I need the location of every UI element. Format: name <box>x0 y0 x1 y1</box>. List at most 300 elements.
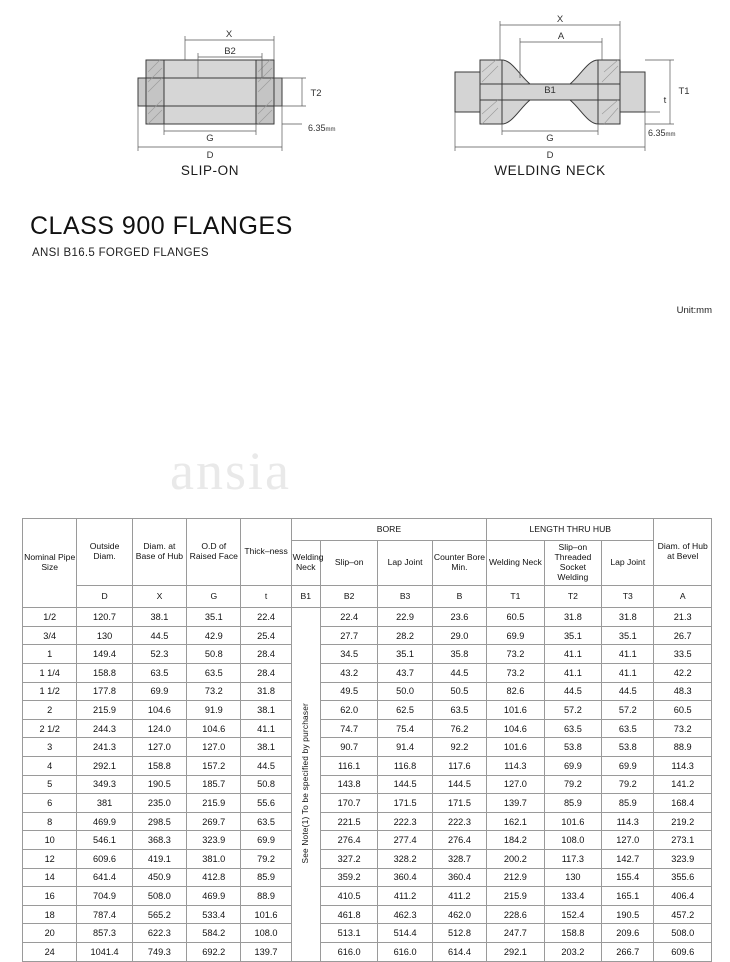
cell: 127.0 <box>487 775 544 794</box>
cell: 63.5 <box>241 812 291 831</box>
cell: 35.1 <box>187 608 241 627</box>
welding-neck-caption: WELDING NECK <box>494 163 606 178</box>
cell: 157.2 <box>187 757 241 776</box>
cell: 171.5 <box>432 794 486 813</box>
cell: 381.0 <box>187 850 241 869</box>
cell: 27.7 <box>320 626 377 645</box>
cell: 82.6 <box>487 682 544 701</box>
svg-text:T2: T2 <box>310 88 322 99</box>
cell: 44.5 <box>132 626 186 645</box>
table-row <box>23 608 712 627</box>
cell: 25.4 <box>241 626 291 645</box>
cell: 79.2 <box>241 850 291 869</box>
col-lth-welding-neck: Welding Neck <box>487 541 544 586</box>
cell: 162.1 <box>487 812 544 831</box>
cell: 114.3 <box>602 812 654 831</box>
cell: 513.1 <box>320 924 377 943</box>
sym-lth-slip-on-threaded: T2 <box>544 585 601 607</box>
b1-note-cell <box>291 608 320 961</box>
cell: 44.5 <box>241 757 291 776</box>
cell: 142.7 <box>602 850 654 869</box>
cell: 1 <box>23 645 77 664</box>
cell: 641.4 <box>77 868 132 887</box>
cell: 50.8 <box>187 645 241 664</box>
cell: 90.7 <box>320 738 377 757</box>
cell: 117.3 <box>544 850 601 869</box>
cell: 144.5 <box>432 775 486 794</box>
cell: 50.5 <box>432 682 486 701</box>
cell: 38.1 <box>241 738 291 757</box>
slip-on-caption: SLIP-ON <box>180 163 240 178</box>
cell: 2 1/2 <box>23 719 77 738</box>
cell: 120.7 <box>77 608 132 627</box>
table-row <box>23 924 712 943</box>
table-row <box>23 664 712 683</box>
cell: 101.6 <box>487 701 544 720</box>
cell: 88.9 <box>241 887 291 906</box>
cell: 158.8 <box>77 664 132 683</box>
cell: 469.9 <box>187 887 241 906</box>
svg-text:X: X <box>556 14 564 25</box>
cell: 469.9 <box>77 812 132 831</box>
col-thickness: Thick–ness <box>241 519 291 586</box>
cell: 130 <box>77 626 132 645</box>
cell: 1 1/4 <box>23 664 77 683</box>
cell: 104.6 <box>487 719 544 738</box>
cell: 616.0 <box>378 942 432 961</box>
cell: 247.7 <box>487 924 544 943</box>
cell: 88.9 <box>654 738 712 757</box>
cell: 514.4 <box>378 924 432 943</box>
cell: 23.6 <box>432 608 486 627</box>
cell: 91.9 <box>187 701 241 720</box>
cell: 190.5 <box>602 905 654 924</box>
cell: 450.9 <box>132 868 186 887</box>
cell: 381 <box>77 794 132 813</box>
cell: 69.9 <box>241 831 291 850</box>
cell: 57.2 <box>544 701 601 720</box>
cell: 22.4 <box>241 608 291 627</box>
cell: 323.9 <box>187 831 241 850</box>
cell: 546.1 <box>77 831 132 850</box>
group-header-bore: BORE <box>291 519 487 541</box>
cell: 53.8 <box>544 738 601 757</box>
cell: 91.4 <box>378 738 432 757</box>
cell: 35.1 <box>544 626 601 645</box>
cell: 63.5 <box>602 719 654 738</box>
col-bore-lap-joint: Lap Joint <box>378 541 432 586</box>
col-nominal-pipe-size: Nominal Pipe Size <box>23 519 77 608</box>
table-row <box>23 757 712 776</box>
cell: 21.3 <box>654 608 712 627</box>
cell: 127.0 <box>187 738 241 757</box>
cell: 63.5 <box>187 664 241 683</box>
cell: 419.1 <box>132 850 186 869</box>
flange-dimensions-table-wrap <box>22 518 712 962</box>
col-diam-hub-bevel: Diam. of Hub at Bevel <box>654 519 712 586</box>
table-row <box>23 645 712 664</box>
table-row <box>23 738 712 757</box>
cell: 168.4 <box>654 794 712 813</box>
cell: 512.8 <box>432 924 486 943</box>
cell: 85.9 <box>602 794 654 813</box>
cell: 8 <box>23 812 77 831</box>
cell: 79.2 <box>602 775 654 794</box>
sym-od-raised-face: G <box>187 585 241 607</box>
cell: 616.0 <box>320 942 377 961</box>
sym-bore-lap-joint: B3 <box>378 585 432 607</box>
cell: 41.1 <box>544 664 601 683</box>
cell: 16 <box>23 887 77 906</box>
cell: 323.9 <box>654 850 712 869</box>
cell: 75.4 <box>378 719 432 738</box>
welding-neck-diagram <box>380 0 720 200</box>
cell: 101.6 <box>487 738 544 757</box>
cell: 704.9 <box>77 887 132 906</box>
cell: 28.4 <box>241 645 291 664</box>
sym-bore-slip-on: B2 <box>320 585 377 607</box>
cell: 462.3 <box>378 905 432 924</box>
cell: 360.4 <box>432 868 486 887</box>
cell: 461.8 <box>320 905 377 924</box>
unit-note: Unit:mm <box>676 305 712 316</box>
cell: 44.5 <box>544 682 601 701</box>
cell: 116.8 <box>378 757 432 776</box>
svg-text:T1: T1 <box>678 86 690 97</box>
cell: 12 <box>23 850 77 869</box>
slip-on-diagram <box>40 0 380 200</box>
table-row <box>23 812 712 831</box>
cell: 79.2 <box>544 775 601 794</box>
cell: 349.3 <box>77 775 132 794</box>
col-od-raised-face: O.D of Raised Face <box>187 519 241 586</box>
cell: 292.1 <box>77 757 132 776</box>
cell: 209.6 <box>602 924 654 943</box>
cell: 222.3 <box>432 812 486 831</box>
cell: 62.0 <box>320 701 377 720</box>
cell: 203.2 <box>544 942 601 961</box>
cell: 60.5 <box>654 701 712 720</box>
cell: 114.3 <box>487 757 544 776</box>
cell: 117.6 <box>432 757 486 776</box>
cell: 508.0 <box>654 924 712 943</box>
title-block <box>30 212 293 259</box>
cell: 269.7 <box>187 812 241 831</box>
cell: 41.1 <box>544 645 601 664</box>
cell: 127.0 <box>132 738 186 757</box>
cell: 124.0 <box>132 719 186 738</box>
cell: 158.8 <box>544 924 601 943</box>
cell: 1 1/2 <box>23 682 77 701</box>
cell: 73.2 <box>654 719 712 738</box>
cell: 328.7 <box>432 850 486 869</box>
cell: 48.3 <box>654 682 712 701</box>
cell: 141.2 <box>654 775 712 794</box>
cell: 221.5 <box>320 812 377 831</box>
cell: 35.1 <box>602 626 654 645</box>
cell: 410.5 <box>320 887 377 906</box>
cell: 76.2 <box>432 719 486 738</box>
cell: 20 <box>23 924 77 943</box>
cell: 215.9 <box>487 887 544 906</box>
cell: 108.0 <box>544 831 601 850</box>
cell: 360.4 <box>378 868 432 887</box>
cell: 144.5 <box>378 775 432 794</box>
cell: 133.4 <box>544 887 601 906</box>
cell: 28.4 <box>241 664 291 683</box>
svg-text:B2: B2 <box>224 46 236 57</box>
table-row <box>23 850 712 869</box>
cell: 41.1 <box>602 664 654 683</box>
cell: 298.5 <box>132 812 186 831</box>
cell: 104.6 <box>132 701 186 720</box>
cell: 222.3 <box>378 812 432 831</box>
table-row <box>23 905 712 924</box>
cell: 63.5 <box>432 701 486 720</box>
cell: 584.2 <box>187 924 241 943</box>
sym-outside-diam: D <box>77 585 132 607</box>
svg-text:D: D <box>206 150 214 161</box>
cell: 277.4 <box>378 831 432 850</box>
cell: 1/2 <box>23 608 77 627</box>
col-diam-base-hub: Diam. at Base of Hub <box>132 519 186 586</box>
cell: 38.1 <box>132 608 186 627</box>
cell: 73.2 <box>487 664 544 683</box>
table-row <box>23 794 712 813</box>
table-row <box>23 701 712 720</box>
cell: 165.1 <box>602 887 654 906</box>
cell: 62.5 <box>378 701 432 720</box>
cell: 787.4 <box>77 905 132 924</box>
table-row <box>23 775 712 794</box>
cell: 18 <box>23 905 77 924</box>
cell: 35.8 <box>432 645 486 664</box>
cell: 139.7 <box>487 794 544 813</box>
svg-text:t: t <box>663 95 667 106</box>
cell: 212.9 <box>487 868 544 887</box>
cell: 622.3 <box>132 924 186 943</box>
cell: 215.9 <box>77 701 132 720</box>
svg-text:6.35mm: 6.35mm <box>308 123 336 133</box>
cell: 44.5 <box>432 664 486 683</box>
cell: 235.0 <box>132 794 186 813</box>
cell: 276.4 <box>432 831 486 850</box>
cell: 69.9 <box>132 682 186 701</box>
cell: 114.3 <box>654 757 712 776</box>
cell: 69.9 <box>544 757 601 776</box>
cell: 152.4 <box>544 905 601 924</box>
cell: 155.4 <box>602 868 654 887</box>
cell: 359.2 <box>320 868 377 887</box>
cell: 63.5 <box>132 664 186 683</box>
cell: 457.2 <box>654 905 712 924</box>
cell: 14 <box>23 868 77 887</box>
cell: 104.6 <box>187 719 241 738</box>
cell: 215.9 <box>187 794 241 813</box>
page-title: CLASS 900 FLANGES <box>30 212 293 240</box>
cell: 266.7 <box>602 942 654 961</box>
table-body <box>23 608 712 961</box>
cell: 73.2 <box>187 682 241 701</box>
sym-thickness: t <box>241 585 291 607</box>
cell: 3/4 <box>23 626 77 645</box>
cell: 69.9 <box>602 757 654 776</box>
col-lth-slip-on-threaded: Slip–on Threaded Socket Welding <box>544 541 601 586</box>
cell: 411.2 <box>378 887 432 906</box>
table-row <box>23 682 712 701</box>
cell: 412.8 <box>187 868 241 887</box>
cell: 692.2 <box>187 942 241 961</box>
cell: 108.0 <box>241 924 291 943</box>
cell: 127.0 <box>602 831 654 850</box>
cell: 28.2 <box>378 626 432 645</box>
cell: 200.2 <box>487 850 544 869</box>
table-row <box>23 831 712 850</box>
cell: 508.0 <box>132 887 186 906</box>
svg-text:G: G <box>546 133 554 144</box>
cell: 406.4 <box>654 887 712 906</box>
svg-text:B1: B1 <box>544 85 556 96</box>
table-row <box>23 942 712 961</box>
cell: 3 <box>23 738 77 757</box>
cell: 158.8 <box>132 757 186 776</box>
cell: 69.9 <box>487 626 544 645</box>
cell: 355.6 <box>654 868 712 887</box>
cell: 101.6 <box>241 905 291 924</box>
cell: 185.7 <box>187 775 241 794</box>
svg-text:A: A <box>557 31 565 42</box>
cell: 44.5 <box>602 682 654 701</box>
sym-counter-bore-min: B <box>432 585 486 607</box>
cell: 43.7 <box>378 664 432 683</box>
cell: 33.5 <box>654 645 712 664</box>
cell: 327.2 <box>320 850 377 869</box>
cell: 116.1 <box>320 757 377 776</box>
cell: 38.1 <box>241 701 291 720</box>
cell: 177.8 <box>77 682 132 701</box>
cell: 190.5 <box>132 775 186 794</box>
cell: 85.9 <box>544 794 601 813</box>
cell: 10 <box>23 831 77 850</box>
cell: 170.7 <box>320 794 377 813</box>
table-row <box>23 719 712 738</box>
cell: 565.2 <box>132 905 186 924</box>
cell: 533.4 <box>187 905 241 924</box>
svg-text:G: G <box>206 133 214 144</box>
cell: 57.2 <box>602 701 654 720</box>
sym-diam-base-hub: X <box>132 585 186 607</box>
cell: 328.2 <box>378 850 432 869</box>
cell: 92.2 <box>432 738 486 757</box>
cell: 53.8 <box>602 738 654 757</box>
sym-diam-hub-bevel: A <box>654 585 712 607</box>
cell: 149.4 <box>77 645 132 664</box>
cell: 24 <box>23 942 77 961</box>
sym-lth-welding-neck: T1 <box>487 585 544 607</box>
cell: 74.7 <box>320 719 377 738</box>
cell: 52.3 <box>132 645 186 664</box>
cell: 60.5 <box>487 608 544 627</box>
col-outside-diam: Outside Diam. <box>77 519 132 586</box>
cell: 609.6 <box>77 850 132 869</box>
cell: 244.3 <box>77 719 132 738</box>
cell: 6 <box>23 794 77 813</box>
cell: 26.7 <box>654 626 712 645</box>
cell: 85.9 <box>241 868 291 887</box>
cell: 292.1 <box>487 942 544 961</box>
cell: 49.5 <box>320 682 377 701</box>
cell: 130 <box>544 868 601 887</box>
cell: 31.8 <box>241 682 291 701</box>
cell: 241.3 <box>77 738 132 757</box>
cell: 5 <box>23 775 77 794</box>
col-lth-lap-joint: Lap Joint <box>602 541 654 586</box>
sym-lth-lap-joint: T3 <box>602 585 654 607</box>
col-bore-welding-neck: Welding Neck <box>291 541 320 586</box>
cell: 42.2 <box>654 664 712 683</box>
cell: 41.1 <box>602 645 654 664</box>
cell: 273.1 <box>654 831 712 850</box>
cell: 276.4 <box>320 831 377 850</box>
cell: 143.8 <box>320 775 377 794</box>
cell: 101.6 <box>544 812 601 831</box>
col-bore-slip-on: Slip–on <box>320 541 377 586</box>
cell: 139.7 <box>241 942 291 961</box>
svg-text:D: D <box>546 150 554 161</box>
cell: 29.0 <box>432 626 486 645</box>
cell: 31.8 <box>602 608 654 627</box>
sym-bore-welding-neck: B1 <box>291 585 320 607</box>
b1-note-text: See Note(1) To be specified by purchaser <box>299 703 310 864</box>
table-row <box>23 887 712 906</box>
group-header-length-thru-hub: LENGTH THRU HUB <box>487 519 654 541</box>
table-row <box>23 626 712 645</box>
cell: 35.1 <box>378 645 432 664</box>
cell: 609.6 <box>654 942 712 961</box>
diagram-area <box>0 0 730 200</box>
cell: 22.9 <box>378 608 432 627</box>
cell: 368.3 <box>132 831 186 850</box>
cell: 749.3 <box>132 942 186 961</box>
cell: 22.4 <box>320 608 377 627</box>
cell: 228.6 <box>487 905 544 924</box>
cell: 50.8 <box>241 775 291 794</box>
cell: 184.2 <box>487 831 544 850</box>
cell: 73.2 <box>487 645 544 664</box>
cell: 55.6 <box>241 794 291 813</box>
cell: 50.0 <box>378 682 432 701</box>
cell: 614.4 <box>432 942 486 961</box>
cell: 1041.4 <box>77 942 132 961</box>
svg-text:6.35mm: 6.35mm <box>648 128 676 138</box>
watermark: ansia <box>170 441 291 501</box>
cell: 63.5 <box>544 719 601 738</box>
table-row <box>23 868 712 887</box>
cell: 42.9 <box>187 626 241 645</box>
cell: 43.2 <box>320 664 377 683</box>
cell: 219.2 <box>654 812 712 831</box>
col-counter-bore-min: Counter Bore Min. <box>432 541 486 586</box>
cell: 462.0 <box>432 905 486 924</box>
cell: 171.5 <box>378 794 432 813</box>
cell: 31.8 <box>544 608 601 627</box>
cell: 4 <box>23 757 77 776</box>
cell: 2 <box>23 701 77 720</box>
page-subtitle: ANSI B16.5 FORGED FLANGES <box>32 247 209 259</box>
cell: 857.3 <box>77 924 132 943</box>
cell: 34.5 <box>320 645 377 664</box>
flange-dimensions-table <box>22 518 712 962</box>
